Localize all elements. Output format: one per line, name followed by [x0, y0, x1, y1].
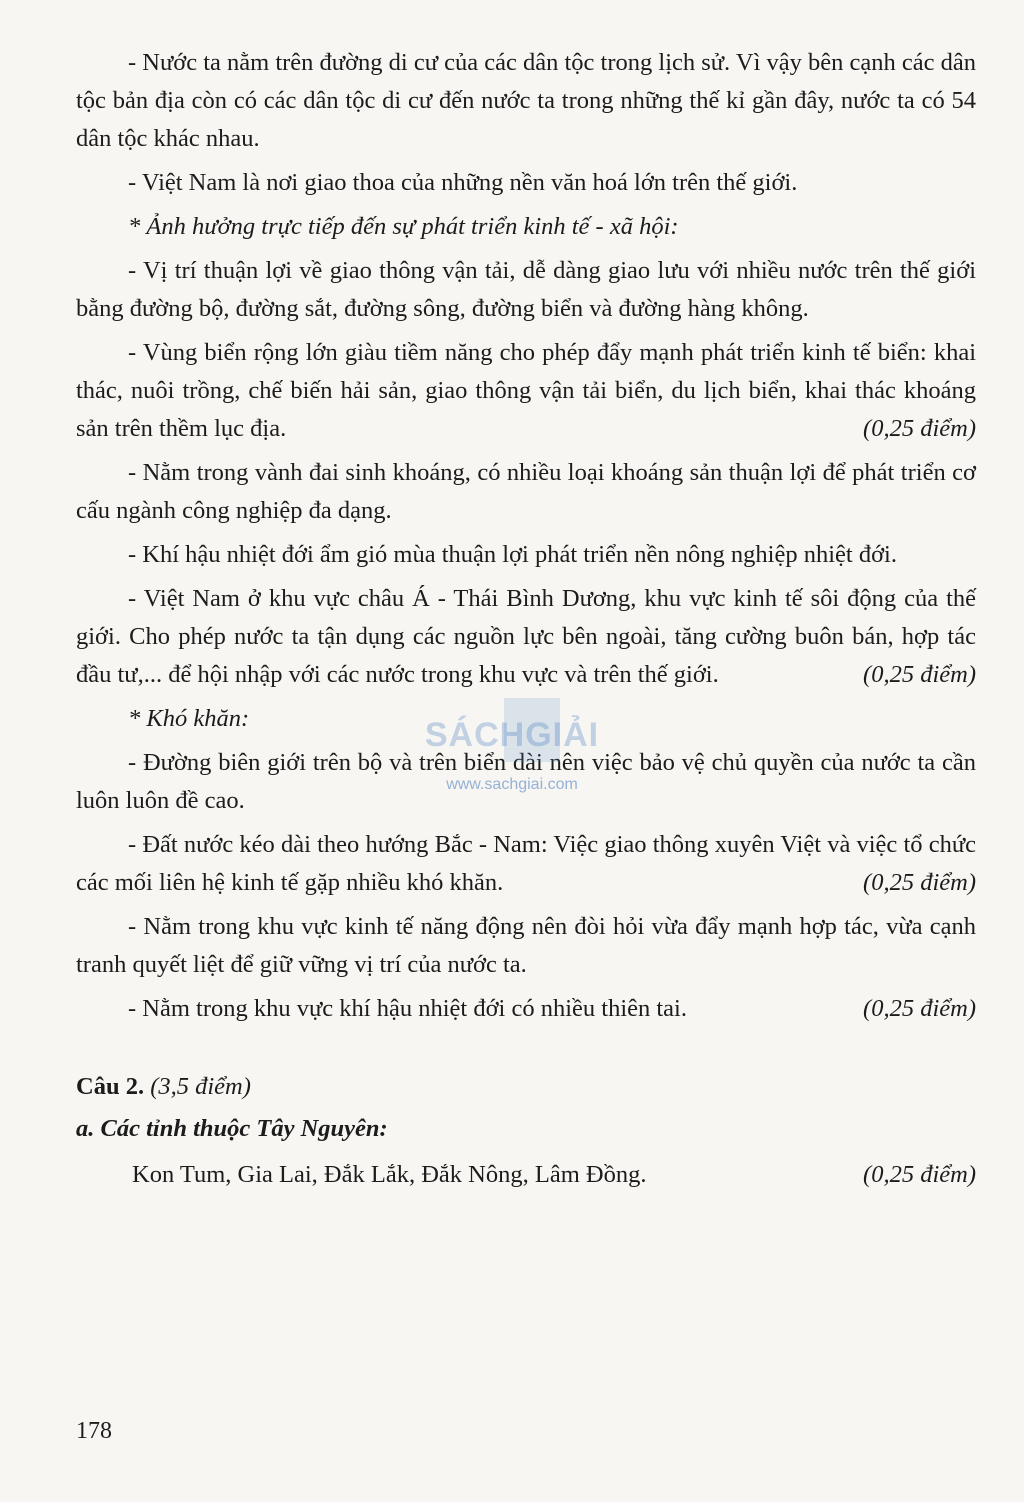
provinces-list: Kon Tum, Gia Lai, Đắk Lắk, Đắk Nông, Lâm Đồng. (0,25 điểm) — [76, 1156, 976, 1194]
paragraph-marine-economy: - Vùng biển rộng lớn giàu tiềm năng cho phép đẩy mạnh phát triển kinh tế biển: khai thác, nuôi trồng, chế biến hải sản, giao thông vận tải biển, du lịch biển, khai thác khoáng sản trên thềm lục địa. (0,25 điểm) — [76, 334, 976, 448]
score-label: (0,25 điểm) — [863, 995, 976, 1022]
section-heading-economic-impact: * Ảnh hưởng trực tiếp đến sự phát triển kinh tế - xã hội: — [128, 213, 679, 240]
paragraph-natural-disasters: - Nằm trong khu vực khí hậu nhiệt đới có nhiều thiên tai. (0,25 điểm) — [76, 990, 976, 1028]
question-points: (3,5 điểm) — [150, 1073, 251, 1100]
paragraph-north-south-length: - Đất nước kéo dài theo hướng Bắc - Nam: Việc giao thông xuyên Việt và việc tổ chức các mối liên hệ kinh tế gặp nhiều khó khăn. (0,25 điểm) — [76, 826, 976, 902]
watermark-url: www.sachgiai.com — [446, 776, 578, 793]
page-body — [76, 44, 976, 1194]
page-number: 178 — [76, 1418, 112, 1444]
score-label: (0,25 điểm) — [863, 869, 976, 896]
score-label: (0,25 điểm) — [863, 415, 976, 442]
question-heading — [76, 1068, 976, 1106]
paragraph-asia-pacific: - Việt Nam ở khu vực châu Á - Thái Bình Dương, khu vực kinh tế sôi động của thế giới. Cho phép nước ta tận dụng các nguồn lực bên ngoài, tăng cường buôn bán, hợp tác đầu tư,... để hội nhập với các nước trong khu vực và trên thế giới. (0,25 điểm) — [76, 580, 976, 694]
paragraph-dynamic-region: - Nằm trong khu vực kinh tế năng động nên đòi hỏi vừa đẩy mạnh hợp tác, vừa cạnh tranh quyết liệt để giữ vững vị trí của nước ta. — [76, 913, 976, 978]
paragraph-mineral-belt: - Nằm trong vành đai sinh khoáng, có nhiều loại khoáng sản thuận lợi để phát triển cơ cấu ngành công nghiệp đa dạng. — [76, 459, 976, 524]
sub-heading-highland-provinces: a. Các tỉnh thuộc Tây Nguyên: — [76, 1115, 388, 1142]
watermark-brand: SÁCHGIẢI — [424, 716, 600, 754]
paragraph-ethnic-migration: - Nước ta nằm trên đường di cư của các dân tộc trong lịch sử. Vì vậy bên cạnh các dân tộc bản địa còn có các dân tộc di cư đến nước ta trong những thế kỉ gần đây, nước ta có 54 dân tộc khác nhau. — [76, 49, 976, 152]
score-label: (0,25 điểm) — [863, 661, 976, 688]
paragraph-border-sovereignty: - Đường biên giới trên bộ và trên biển dài nên việc bảo vệ chủ quyền của nước ta cần luôn luôn đề cao. — [76, 749, 976, 814]
paragraph-cultural-crossroads: - Việt Nam là nơi giao thoa của những nền văn hoá lớn trên thế giới. — [128, 169, 798, 196]
question-label: Câu 2. — [76, 1073, 145, 1100]
paragraph-transport-advantage: - Vị trí thuận lợi về giao thông vận tải, dễ dàng giao lưu với nhiều nước trên thế giới bằng đường bộ, đường sắt, đường sông, đường biển và đường hàng không. — [76, 257, 976, 322]
section-heading-difficulties: * Khó khăn: — [128, 705, 250, 732]
paragraph-tropical-climate: - Khí hậu nhiệt đới ẩm gió mùa thuận lợi phát triển nền nông nghiệp nhiệt đới. — [128, 541, 897, 568]
score-label: (0,25 điểm) — [863, 1161, 976, 1188]
